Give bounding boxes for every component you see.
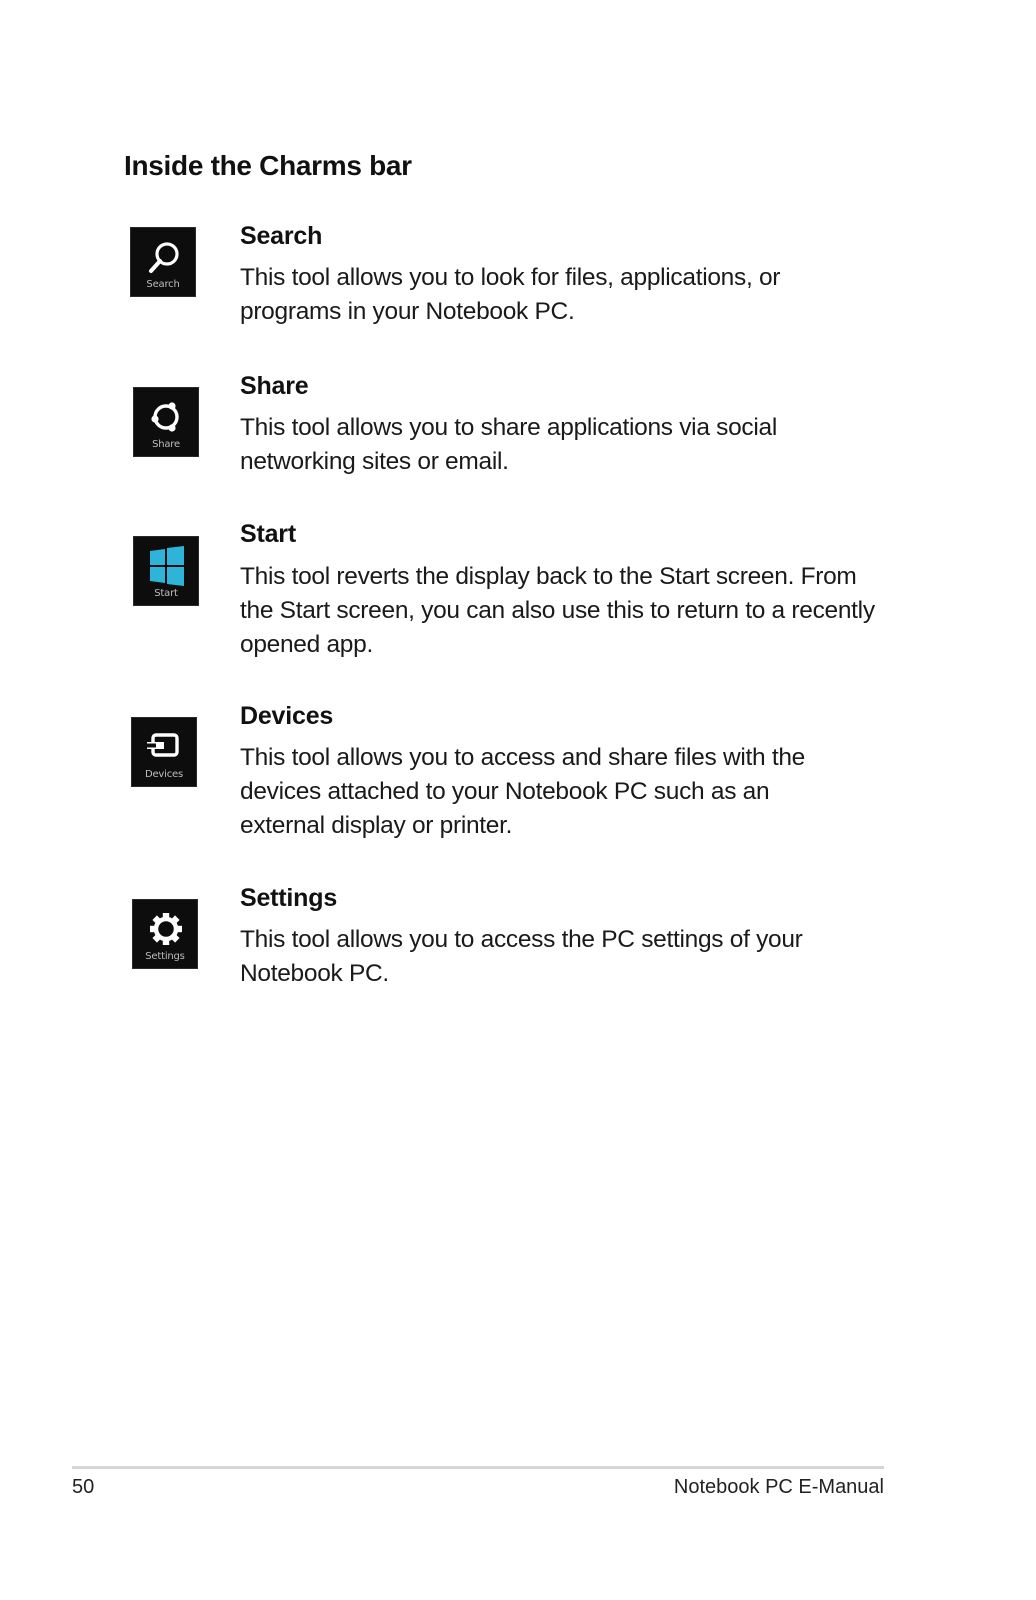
charm-name-start: Start [240,520,296,548]
charm-desc-share: This tool allows you to share applications via social networking sites or email. [240,414,777,475]
charm-desc-start: This tool reverts the display back to the Start screen. From the Start screen, you can also use this to return to a recently opened app. [240,563,875,658]
share-tile [133,387,199,457]
manual-title: Notebook PC E-Manual [673,1476,884,1498]
settings-tile [132,899,198,969]
charm-name-search: Search [240,222,323,250]
section-title: Inside the Charms bar [124,150,412,181]
charm-desc-search: This tool allows you to look for files, applications, or programs in your Notebook PC. [240,264,781,325]
start-tile-label: Start [154,588,178,599]
search-tile [130,227,196,297]
search-tile-label: Search [146,279,180,290]
share-tile-label: Share [152,439,180,450]
charm-desc-settings: This tool allows you to access the PC settings of your Notebook PC. [240,926,803,987]
devices-tile-label: Devices [144,769,183,780]
charm-desc-devices: This tool allows you to access and share files with the devices attached to your Notebook PC such as an external display or printer. [240,744,805,839]
start-tile [133,536,199,606]
charm-name-settings: Settings [240,884,338,912]
devices-tile [131,717,197,787]
charm-name-devices: Devices [240,702,334,730]
page-number: 50 [72,1476,95,1498]
settings-tile-label: Settings [145,951,185,962]
footer-divider [72,1466,884,1469]
charm-name-share: Share [240,372,309,400]
